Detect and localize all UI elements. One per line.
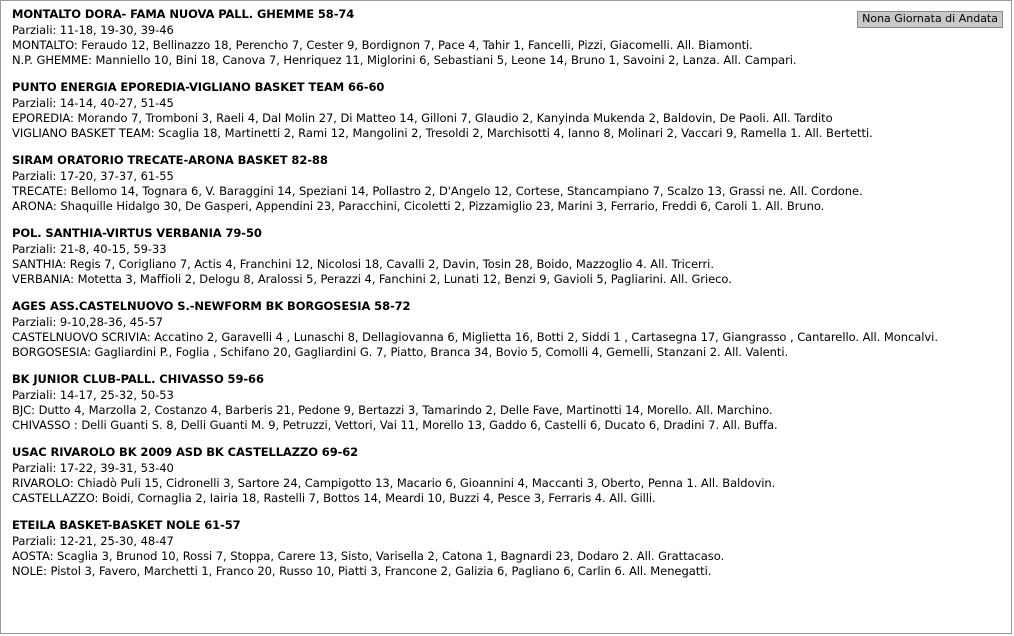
away-team-roster: ARONA: Shaquille Hidalgo 30, De Gasperi, Appendini 23, Paracchini, Cicoletti 2, Pizzamiglio 23, Marini 3, Ferrario, Freddi 6, Caroli 1. All. Bruno.: [12, 199, 825, 213]
home-team-roster: AOSTA: Scaglia 3, Brunod 10, Rossi 7, Stoppa, Carere 13, Sisto, Varisella 2, Catona 1, Bagnardi 23, Dodaro 2. All. Grattacaso.: [12, 549, 725, 563]
match-title: AGES ASS.CASTELNUOVO S.-NEWFORM BK BORGOSESIA 58-72: [12, 299, 411, 313]
home-team-roster: EPOREDIA: Morando 7, Tromboni 3, Raeli 4, Dal Molin 27, Di Matteo 14, Gilloni 7, Glaudio 2, Kanyinda Mukenda 2, Baldovin, De Paoli. All. Tardito: [12, 111, 833, 125]
match-title: BK JUNIOR CLUB-PALL. CHIVASSO 59-66: [12, 372, 264, 386]
match-partials: Parziali: 21-8, 40-15, 59-33: [12, 242, 167, 256]
match-report: [12, 226, 992, 287]
away-team-roster: VERBANIA: Motetta 3, Maffioli 2, Delogu 8, Aralossi 5, Perazzi 4, Fanchini 2, Lunati 12, Benzi 9, Gavioli 5, Pagliarini. All. Grieco.: [12, 272, 732, 286]
match-partials: Parziali: 14-17, 25-32, 50-53: [12, 388, 174, 402]
home-team-roster: SANTHIA: Regis 7, Corigliano 7, Actis 4, Franchini 12, Nicolosi 18, Cavalli 2, Davin, Tosin 28, Boido, Mazzoglio 4. All. Tricerri.: [12, 257, 714, 271]
away-team-roster: NOLE: Pistol 3, Favero, Marchetti 1, Franco 20, Russo 10, Piatti 3, Francone 2, Galizia 6, Pagliano 6, Carlin 6. All. Menegatti.: [12, 564, 712, 578]
away-team-roster: VIGLIANO BASKET TEAM: Scaglia 18, Martinetti 2, Rami 12, Mangolini 2, Tresoldi 2, Marchisotti 4, Ianno 8, Molinari 2, Vaccari 9, Ramella 1. All. Bertetti.: [12, 126, 873, 140]
match-report: [12, 518, 992, 579]
away-team-roster: CHIVASSO : Delli Guanti S. 8, Delli Guanti M. 9, Petruzzi, Vettori, Vai 11, Morello 13, Gaddo 6, Castelli 6, Ducato 6, Dradini 7. All. Buffa.: [12, 418, 778, 432]
round-badge: Nona Giornata di Andata: [857, 11, 1003, 28]
home-team-roster: TRECATE: Bellomo 14, Tognara 6, V. Baraggini 14, Speziani 14, Pollastro 2, D'Angelo 12, Cortese, Stancampiano 7, Scalzo 13, Grassi ne. All. Cordone.: [12, 184, 863, 198]
match-reports-list: [12, 7, 992, 591]
match-partials: Parziali: 17-20, 37-37, 61-55: [12, 169, 174, 183]
match-title: SIRAM ORATORIO TRECATE-ARONA BASKET 82-88: [12, 153, 328, 167]
match-title: USAC RIVAROLO BK 2009 ASD BK CASTELLAZZO 69-62: [12, 445, 359, 459]
home-team-roster: RIVAROLO: Chiadò Puli 15, Cidronelli 3, Sartore 24, Campigotto 13, Macario 6, Gioannini 4, Maccanti 3, Oberto, Penna 1. All. Baldovin.: [12, 476, 776, 490]
match-report: [12, 445, 992, 506]
match-partials: Parziali: 17-22, 39-31, 53-40: [12, 461, 174, 475]
match-partials: Parziali: 9-10,28-36, 45-57: [12, 315, 163, 329]
match-report: [12, 153, 992, 214]
home-team-roster: MONTALTO: Feraudo 12, Bellinazzo 18, Perencho 7, Cester 9, Bordignon 7, Pace 4, Tahir 1, Fancelli, Pizzi, Giacomelli. All. Biamonti.: [12, 38, 753, 52]
match-partials: Parziali: 14-14, 40-27, 51-45: [12, 96, 174, 110]
match-report: [12, 299, 992, 360]
match-title: ETEILA BASKET-BASKET NOLE 61-57: [12, 518, 241, 532]
match-title: PUNTO ENERGIA EPOREDIA-VIGLIANO BASKET TEAM 66-60: [12, 80, 385, 94]
away-team-roster: BORGOSESIA: Gagliardini P., Foglia , Schifano 20, Gagliardini G. 7, Piatto, Branca 34, Bovio 5, Comolli 4, Gemelli, Stanzani 2. All. Valenti.: [12, 345, 789, 359]
away-team-roster: CASTELLAZZO: Boidi, Cornaglia 2, Iairia 18, Rastelli 7, Bottos 14, Meardi 10, Buzzi 4, Pesce 3, Ferraris 4. All. Gilli.: [12, 491, 656, 505]
match-title: MONTALTO DORA- FAMA NUOVA PALL. GHEMME 58-74: [12, 7, 355, 21]
match-report: [12, 7, 992, 68]
home-team-roster: CASTELNUOVO SCRIVIA: Accatino 2, Garavelli 4 , Lunaschi 8, Dellagiovanna 6, Miglietta 16, Botti 2, Siddi 1 , Cartasegna 17, Giangrasso , Cantarello. All. Moncalvi.: [12, 330, 938, 344]
home-team-roster: BJC: Dutto 4, Marzolla 2, Costanzo 4, Barberis 21, Pedone 9, Bertazzi 3, Tamarindo 2, Delle Fave, Martinotti 14, Morello. All. Marchino.: [12, 403, 773, 417]
match-partials: Parziali: 11-18, 19-30, 39-46: [12, 23, 174, 37]
away-team-roster: N.P. GHEMME: Manniello 10, Bini 18, Canova 7, Henriquez 11, Miglorini 6, Sebastiani 5, Leone 14, Bruno 1, Savoini 2, Lanza. All. Campari.: [12, 53, 797, 67]
match-report: [12, 80, 992, 141]
match-title: POL. SANTHIA-VIRTUS VERBANIA 79-50: [12, 226, 262, 240]
match-partials: Parziali: 12-21, 25-30, 48-47: [12, 534, 174, 548]
match-report: [12, 372, 992, 433]
